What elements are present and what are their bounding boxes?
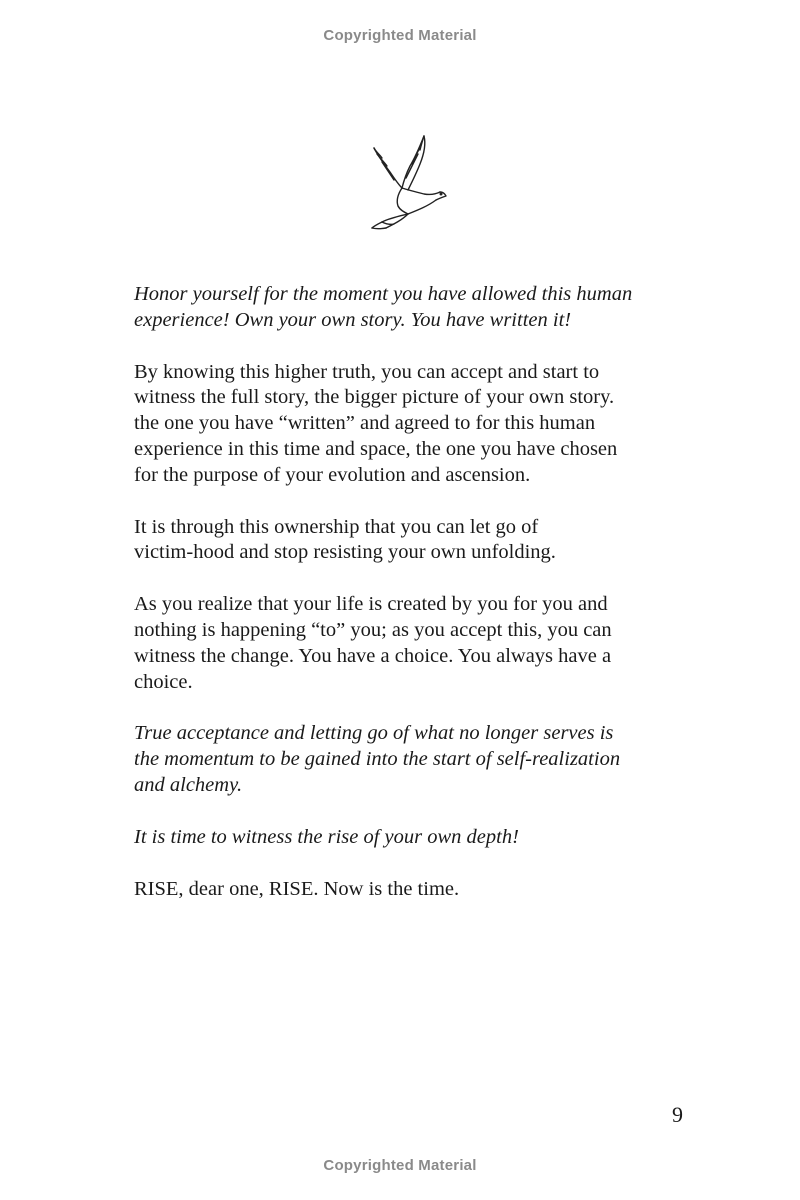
text-line: witness the change. You have a choice. You always have a (134, 644, 612, 667)
text-line: victim-hood and stop resisting your own unfolding. (134, 541, 556, 564)
text-line: RISE, dear one, RISE. Now is the time. (134, 877, 460, 900)
paragraph-honor (134, 282, 694, 334)
paragraph-ownership (134, 515, 694, 567)
page-body (134, 282, 694, 928)
paragraph-rise-depth (134, 825, 694, 851)
paragraph-acceptance (134, 721, 694, 798)
text-line: True acceptance and letting go of what no longer serves is (134, 722, 614, 745)
page-number: 9 (672, 1102, 683, 1127)
text-line: As you realize that your life is created by you for you and (134, 593, 608, 616)
text-line: choice. (134, 670, 193, 693)
text-line: By knowing this higher truth, you can accept and start to (134, 360, 600, 383)
text-line: It is time to witness the rise of your own depth! (134, 825, 519, 848)
copyright-watermark-bottom: Copyrighted Material (323, 1157, 477, 1174)
paragraph-rise (134, 877, 694, 903)
text-line: It is through this ownership that you can let go of (134, 515, 539, 538)
text-line: for the purpose of your evolution and ascension. (134, 463, 531, 486)
copyright-watermark-top: Copyrighted Material (323, 27, 477, 44)
text-line: witness the full story, the bigger picture of your own story. (134, 386, 615, 409)
text-line: the one you have “written” and agreed to for this human (134, 412, 596, 435)
paragraph-higher-truth (134, 360, 694, 489)
paragraph-choice (134, 592, 694, 695)
dove-icon (368, 134, 450, 230)
text-line: Honor yourself for the moment you have allowed this human (134, 283, 633, 305)
text-line: and alchemy. (134, 773, 243, 796)
text-line: nothing is happening “to” you; as you accept this, you can (134, 618, 612, 641)
text-line: the momentum to be gained into the start of self-realization (134, 748, 621, 771)
text-line: experience! Own your own story. You have written it! (134, 308, 572, 331)
text-line: experience in this time and space, the one you have chosen (134, 437, 618, 460)
